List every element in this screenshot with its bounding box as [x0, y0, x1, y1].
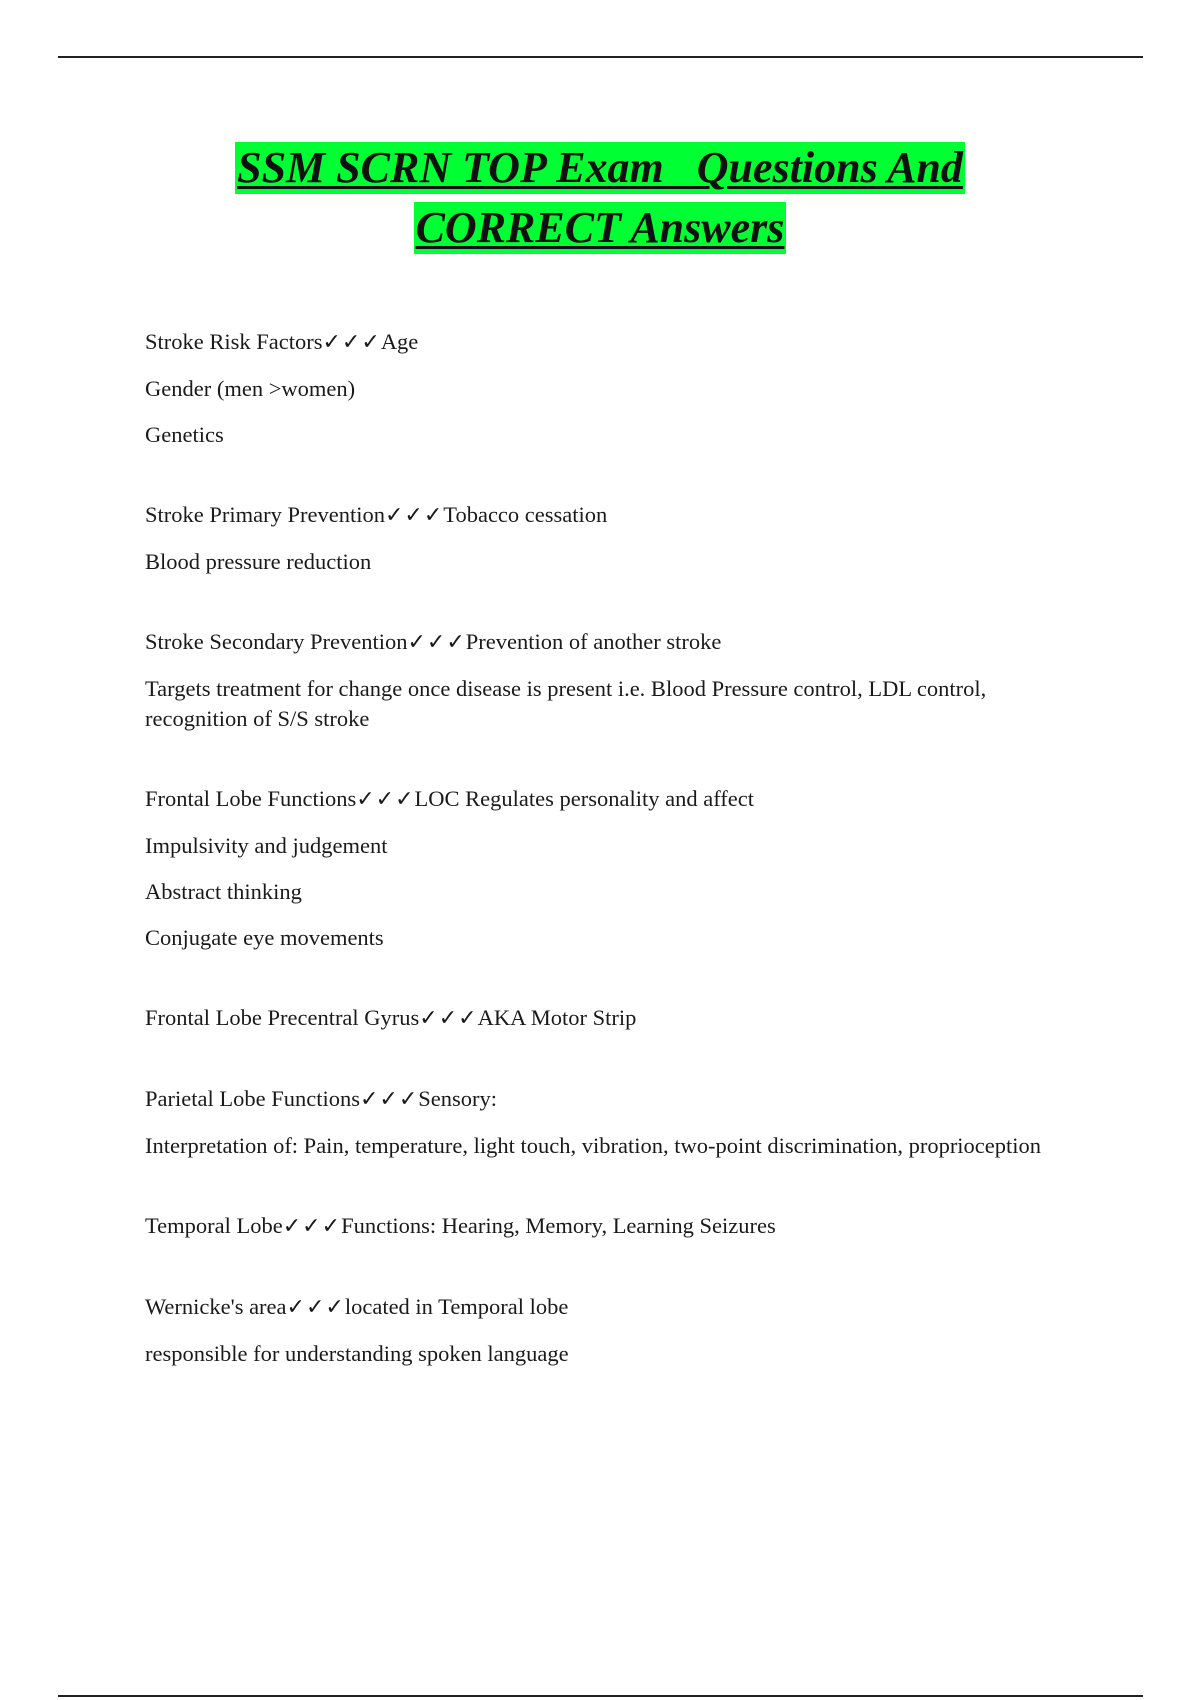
qa-answer-line: Abstract thinking: [145, 879, 302, 904]
qa-answer: Tobacco cessation: [443, 502, 608, 527]
check-marks-icon: ✓✓✓: [359, 1087, 419, 1112]
check-marks-icon: ✓✓✓: [384, 503, 444, 528]
qa-item: [145, 784, 1085, 953]
qa-question-line: [145, 1003, 1085, 1034]
qa-term: Wernicke's area: [145, 1294, 287, 1319]
qa-item: [145, 327, 1085, 450]
check-marks-icon: ✓✓✓: [282, 1214, 342, 1239]
check-marks-icon: ✓✓✓: [286, 1295, 345, 1320]
qa-answer-line: Interpretation of: Pain, temperature, light touch, vibration, two-point discrimination, proprioception: [145, 1133, 1042, 1158]
qa-question-line: [145, 500, 1085, 531]
qa-item: [145, 1211, 1085, 1242]
top-rule: [58, 56, 1143, 58]
qa-question-line: [145, 784, 1085, 815]
document-title: [0, 142, 1200, 254]
qa-answer: located in Temporal lobe: [344, 1294, 569, 1319]
qa-answer: Functions: Hearing, Memory, Learning Seizures: [341, 1213, 776, 1238]
check-marks-icon: ✓✓✓: [356, 787, 415, 812]
qa-answer: Prevention of another stroke: [465, 629, 722, 654]
qa-question-line: [145, 1084, 1085, 1115]
title-line-1: SSM SCRN TOP Exam Questions And: [237, 143, 963, 192]
qa-term: Frontal Lobe Precentral Gyrus: [145, 1005, 420, 1030]
qa-answer: AKA Motor Strip: [477, 1005, 637, 1030]
qa-answer-line: Conjugate eye movements: [145, 925, 384, 950]
qa-term: Stroke Primary Prevention: [145, 502, 385, 527]
qa-question-line: [145, 1211, 1085, 1242]
qa-item: [145, 1003, 1085, 1034]
qa-item: [145, 627, 1085, 734]
qa-answer-line: Genetics: [145, 422, 224, 447]
qa-term: Temporal Lobe: [145, 1213, 283, 1238]
check-marks-icon: ✓✓✓: [322, 330, 381, 355]
check-marks-icon: ✓✓✓: [407, 630, 466, 655]
qa-question-line: [145, 627, 1085, 658]
qa-answer: LOC Regulates personality and affect: [414, 786, 755, 811]
bottom-rule: [58, 1695, 1143, 1697]
qa-term: Stroke Risk Factors: [145, 329, 323, 354]
qa-item: [145, 1292, 1085, 1369]
qa-term: Stroke Secondary Prevention: [145, 629, 408, 654]
qa-answer-line: Targets treatment for change once disease is present i.e. Blood Pressure control, LDL control, recognition of S/S stroke: [145, 676, 987, 731]
qa-answer-line: Gender (men >women): [145, 376, 356, 401]
title-line-2: CORRECT Answers: [415, 203, 785, 252]
qa-answer: Age: [380, 329, 419, 354]
qa-answer-line: responsible for understanding spoken language: [145, 1341, 569, 1366]
qa-question-line: [145, 1292, 1085, 1323]
qa-answer-line: Blood pressure reduction: [145, 549, 372, 574]
qa-item: [145, 500, 1085, 577]
qa-question-line: [145, 327, 1085, 358]
qa-answer-line: Impulsivity and judgement: [145, 833, 388, 858]
qa-answer: Sensory:: [418, 1086, 498, 1111]
qa-term: Frontal Lobe Functions: [145, 786, 357, 811]
qa-term: Parietal Lobe Functions: [145, 1086, 360, 1111]
qa-item: [145, 1084, 1085, 1161]
check-marks-icon: ✓✓✓: [419, 1006, 478, 1031]
qa-list: [145, 327, 1085, 1419]
